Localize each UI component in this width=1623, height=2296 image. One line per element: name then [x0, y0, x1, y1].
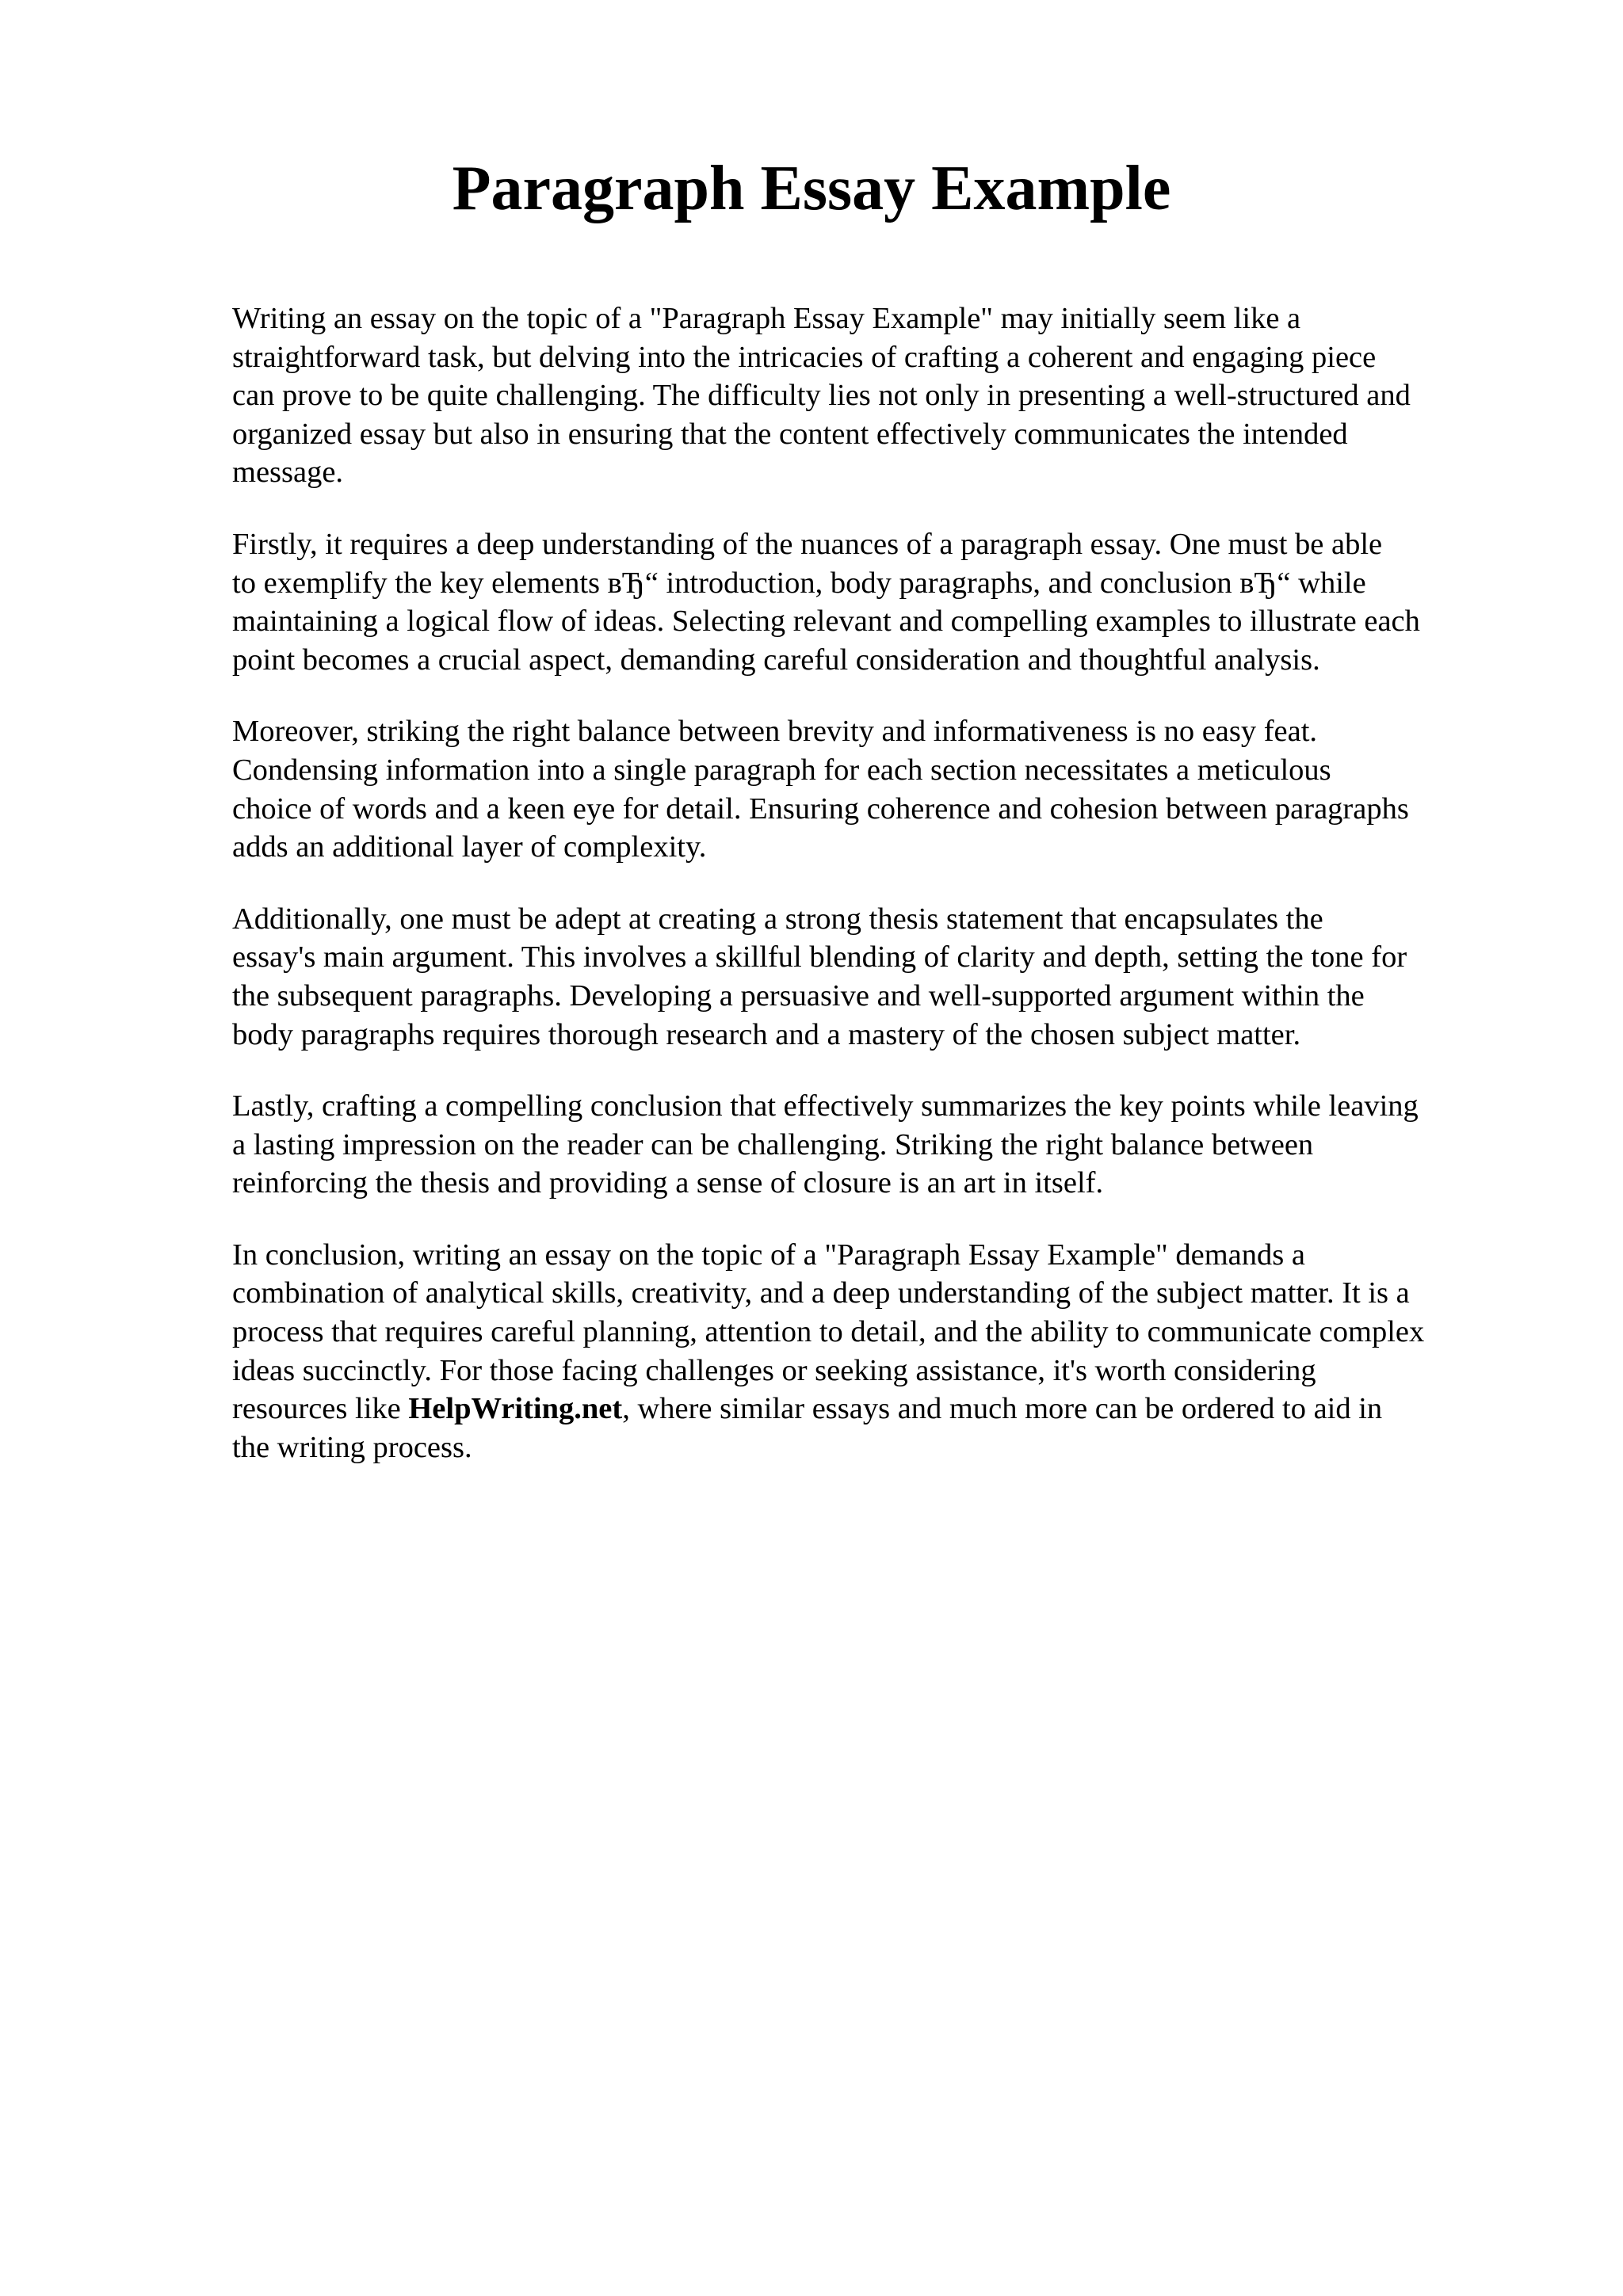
link-prefix-text: resources like — [232, 1392, 409, 1426]
text-line: Additionally, one must be adept at creating a strong thesis statement that encapsulates the — [232, 902, 1323, 936]
text-line: combination of analytical skills, creativity, and a deep understanding of the subject matter. It is a — [232, 1276, 1410, 1310]
paragraph-6 — [232, 1236, 1532, 1467]
text-line-with-link — [232, 1390, 1532, 1428]
text-line: can prove to be quite challenging. The difficulty lies not only in presenting a well-structured and — [232, 379, 1411, 413]
paragraph-3 — [232, 712, 1532, 866]
text-line: maintaining a logical flow of ideas. Selecting relevant and compelling examples to illustrate each — [232, 605, 1420, 639]
text-line: the subsequent paragraphs. Developing a persuasive and well-supported argument within the — [232, 978, 1365, 1013]
text-line: essay's main argument. This involves a skillful blending of clarity and depth, setting the tone for — [232, 940, 1407, 974]
text-line: In conclusion, writing an essay on the topic of a "Paragraph Essay Example" demands a — [232, 1238, 1305, 1272]
text-line: to exemplify the key elements вЂ“ introduction, body paragraphs, and conclusion вЂ“ while — [232, 566, 1366, 600]
paragraph-5 — [232, 1087, 1532, 1203]
text-line: a lasting impression on the reader can be challenging. Striking the right balance between — [232, 1127, 1314, 1161]
paragraph-4 — [232, 900, 1532, 1054]
page-title: Paragraph Essay Example — [452, 154, 1171, 223]
text-line: ideas succinctly. For those facing challenges or seeking assistance, it's worth considering — [232, 1353, 1316, 1387]
text-line: Writing an essay on the topic of a "Paragraph Essay Example" may initially seem like a — [232, 302, 1301, 335]
text-line: Lastly, crafting a compelling conclusion that effectively summarizes the key points while leaving — [232, 1089, 1419, 1123]
text-line: point becomes a crucial aspect, demanding careful consideration and thoughtful analysis. — [232, 643, 1320, 677]
text-line: adds an additional layer of complexity. — [232, 830, 707, 864]
text-line: process that requires careful planning, attention to detail, and the ability to communicate complex — [232, 1315, 1425, 1349]
text-line: body paragraphs requires thorough research and a mastery of the chosen subject matter. — [232, 1017, 1301, 1051]
paragraph-1 — [232, 299, 1532, 492]
text-line: Moreover, striking the right balance between brevity and informativeness is no easy feat. — [232, 715, 1318, 749]
text-line: organized essay but also in ensuring that the content effectively communicates the intended — [232, 417, 1348, 451]
paragraph-2 — [232, 525, 1532, 679]
text-line: Firstly, it requires a deep understanding of the nuances of a paragraph essay. One must be able — [232, 527, 1383, 561]
text-line: straightforward task, but delving into the intricacies of crafting a coherent and engaging piece — [232, 340, 1377, 374]
essay-body — [232, 299, 1532, 1500]
helpwriting-link[interactable]: HelpWriting.net — [408, 1392, 623, 1426]
link-suffix-text: , where similar essays and much more can be ordered to aid in — [622, 1392, 1383, 1426]
text-line: the writing process. — [232, 1430, 472, 1464]
text-line: choice of words and a keen eye for detail. Ensuring coherence and cohesion between paragraphs — [232, 791, 1409, 826]
text-line: reinforcing the thesis and providing a sense of closure is an art in itself. — [232, 1166, 1104, 1200]
text-line: Condensing information into a single paragraph for each section necessitates a meticulous — [232, 753, 1331, 787]
text-line: message. — [232, 456, 344, 490]
